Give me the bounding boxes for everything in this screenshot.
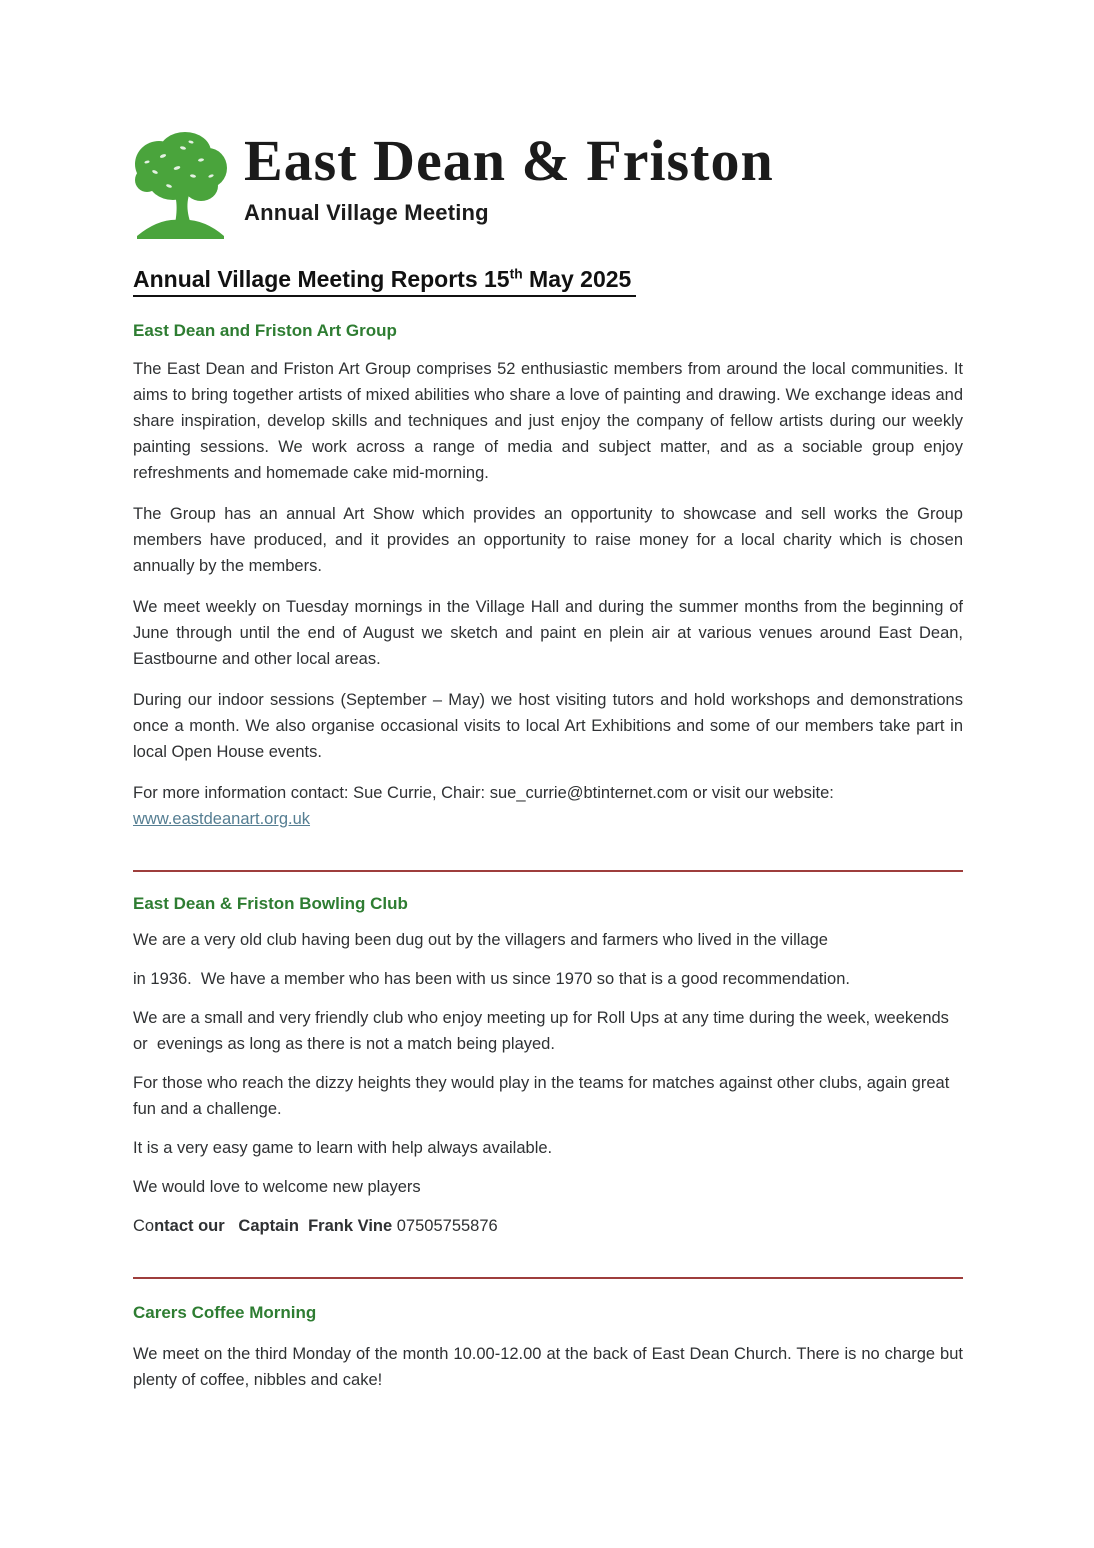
bowling-paragraph: For those who reach the dizzy heights they would play in the teams for matches against other clubs, again great fun and a challenge. <box>133 1074 954 1118</box>
art-group-paragraph: The East Dean and Friston Art Group comprises 52 enthusiastic members from around the local communities. It aims to bring together artists of mixed abilities who share a love of painting and drawing. We exchange ideas and share inspiration, develop skills and techniques and just enjoy the company of fellow artists during our weekly painting sessions. We work across a range of media and subject matter, and as a sociable group enjoy refreshments and homemade cake mid-morning. <box>133 360 968 482</box>
title-superscript: th <box>509 266 523 282</box>
contact-text: For more information contact: Sue Currie, Chair: sue_currie@btinternet.com or visit our website: <box>133 784 839 802</box>
website-link[interactable]: www.eastdeanart.org.uk <box>133 810 311 828</box>
section-divider <box>133 870 963 872</box>
page-title-text: Annual Village Meeting Reports 15 <box>133 266 510 292</box>
art-group-contact-line <box>133 780 963 832</box>
bowling-paragraph: We are a small and very friendly club who enjoy meeting up for Roll Ups at any time during the week, weekends or evenings as long as there is not a match being played. <box>133 1009 959 1053</box>
logo-text-block <box>244 128 774 226</box>
bowling-paragraph: in 1936. We have a member who has been with us since 1970 so that is a good recommendation. <box>133 970 850 988</box>
bowling-paragraph: It is a very easy game to learn with help always available. <box>133 1139 553 1157</box>
art-group-paragraph: During our indoor sessions (September – May) we host visiting tutors and hold workshops and demonstrations once a month. We also organise occasional visits to local Art Exhibitions and some of our members take part in local Open House events. <box>133 691 968 761</box>
contact-prefix: Co <box>133 1217 155 1235</box>
bowling-contact-line <box>133 1213 963 1239</box>
section-art-group <box>133 321 968 832</box>
logo-header <box>133 128 963 240</box>
contact-phone-number: 07505755876 <box>392 1217 498 1235</box>
page-title <box>133 266 963 297</box>
bowling-paragraph: We are a very old club having been dug out by the villagers and farmers who lived in the village <box>133 931 828 949</box>
carers-paragraph: We meet on the third Monday of the month 10.00-12.00 at the back of East Dean Church. There is no charge but plenty of coffee, nibbles and cake! <box>133 1345 968 1389</box>
art-group-paragraph: We meet weekly on Tuesday mornings in the Village Hall and during the summer months from the beginning of June through until the end of August we sketch and paint en plein air at various venues around East Dean, Eastbourne and other local areas. <box>133 598 968 668</box>
art-group-heading: East Dean and Friston Art Group <box>133 321 397 340</box>
section-bowling-club <box>133 894 963 1239</box>
art-group-paragraph: The Group has an annual Art Show which provides an opportunity to showcase and sell works the Group members have produced, and it provides an opportunity to raise money for a local charity which is chosen annually by the members. <box>133 505 968 575</box>
carers-coffee-heading: Carers Coffee Morning <box>133 1303 317 1322</box>
logo-title: East Dean & Friston <box>244 128 774 193</box>
contact-captain-name: ntact our Captain Frank Vine <box>154 1217 393 1235</box>
section-divider <box>133 1277 963 1279</box>
bowling-paragraph: We would love to welcome new players <box>133 1178 421 1196</box>
page-title-date: May 2025 <box>522 266 632 292</box>
tree-logo-icon <box>133 128 228 240</box>
section-carers-coffee <box>133 1303 968 1393</box>
logo-subtitle: Annual Village Meeting <box>244 199 489 225</box>
bowling-club-heading: East Dean & Friston Bowling Club <box>133 894 408 913</box>
